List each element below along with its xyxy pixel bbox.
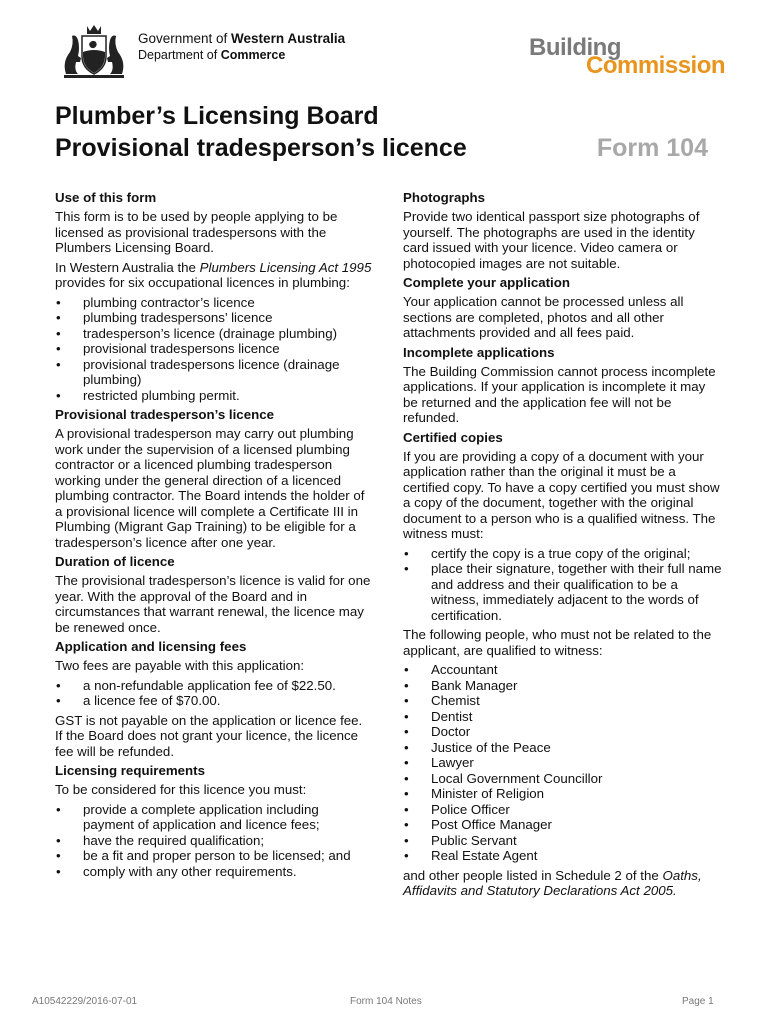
list-item: • provisional tradespersons licence — [55, 341, 373, 357]
other-witnesses-text: and other people listed in Schedule 2 of the Oaths, Affidavits and Statutory Declarations Act 2005. — [403, 867, 702, 898]
list-item: • plumbing tradespersons’ licence — [55, 310, 373, 326]
list-item: • Minister of Religion — [403, 786, 723, 802]
list-item: • Chemist — [403, 693, 723, 709]
use-of-form-text: This form is to be used by people applying to be licensed as provisional tradespersons with the Plumbers Licensing Board. — [55, 209, 338, 255]
list-item: • Real Estate Agent — [403, 848, 723, 864]
list-item: • Public Servant — [403, 833, 723, 849]
list-item: • restricted plumbing permit. — [55, 388, 373, 404]
list-item: • be a fit and proper person to be licensed; and — [55, 848, 373, 864]
incomplete-heading: Incomplete applications — [403, 344, 555, 360]
list-item: • comply with any other requirements. — [55, 864, 373, 880]
footer-doc-id: A10542229/2016-07-01 — [32, 996, 138, 1007]
government-line: Government of Western Australia — [138, 31, 346, 46]
list-item: • a non-refundable application fee of $22.50. — [55, 678, 373, 694]
provisional-heading: Provisional tradesperson’s licence — [55, 407, 274, 422]
list-item: • Local Government Councillor — [403, 771, 723, 787]
list-item: • Doctor — [403, 724, 723, 740]
list-item: • Dentist — [403, 709, 723, 725]
list-item: • Bank Manager — [403, 678, 723, 694]
list-item: • provisional tradespersons licence (drainage plumbing) — [55, 357, 373, 388]
complete-text: Your application cannot be processed unless all sections are completed, photos and all other attachments provided and all fees paid. — [403, 294, 684, 340]
fees-heading: Application and licensing fees — [55, 639, 247, 654]
complete-heading: Complete your application — [403, 275, 570, 290]
requirements-text: To be considered for this licence you must: — [55, 782, 307, 797]
list-item: • Post Office Manager — [403, 817, 723, 833]
page-header — [0, 0, 770, 90]
list-item: • Accountant — [403, 662, 723, 678]
list-item: • tradesperson’s licence (drainage plumbing) — [55, 326, 373, 342]
certified-text: If you are providing a copy of a document with your application rather than the original it must be a certified copy. To have a copy certified you must show a copy of the document, together with the original document to a person who is a qualified witness. The witness must: — [403, 448, 720, 541]
list-item: • place their signature, together with their full name and address and their qualification to be a witness, immediately adjacent to the words of certification. — [403, 561, 723, 623]
fees-list — [55, 678, 373, 709]
list-item: • plumbing contractor’s licence — [55, 295, 373, 311]
footer-title: Form 104 Notes — [350, 996, 422, 1007]
right-column — [403, 190, 723, 903]
wa-coat-of-arms-icon — [56, 22, 132, 80]
act-text: In Western Australia the Plumbers Licensing Act 1995 provides for six occupational licences in plumbing: — [55, 259, 372, 290]
department-line: Department of Commerce — [138, 48, 286, 62]
list-item: • Lawyer — [403, 755, 723, 771]
gst-text: GST is not payable on the application or licence fee. If the Board does not grant your licence, the licence fee will be refunded. — [55, 712, 363, 759]
building-commission-logo — [526, 34, 726, 80]
fees-text: Two fees are payable with this application: — [55, 658, 305, 673]
use-of-form-heading: Use of this form — [55, 190, 157, 205]
logo-commission-text: Commission — [586, 52, 726, 79]
incomplete-text: The Building Commission cannot process incomplete applications. If your application is incomplete it may be returned and the application fee will not be refunded. — [403, 363, 716, 425]
government-name — [138, 30, 345, 64]
footer-page-number: Page 1 — [682, 996, 714, 1007]
duration-heading: Duration of licence — [55, 554, 175, 569]
list-item: • have the required qualification; — [55, 833, 373, 849]
photographs-text: Provide two identical passport size photographs of yourself. The photographs are used in the identity card issued with your licence. Video camera or photocopied images are not suitable. — [403, 209, 700, 271]
board-title: Plumber’s Licensing Board — [55, 102, 379, 130]
left-column — [55, 190, 373, 883]
certified-heading: Certified copies — [403, 429, 503, 445]
qualified-witness-text: The following people, who must not be related to the applicant, are qualified to witness: — [403, 627, 712, 658]
list-item: • a licence fee of $70.00. — [55, 693, 373, 709]
photographs-heading: Photographs — [403, 190, 485, 205]
list-item: • Police Officer — [403, 802, 723, 818]
requirements-list — [55, 802, 373, 880]
provisional-text: A provisional tradesperson may carry out plumbing work under the supervision of a licensed plumbing contractor or a licenced plumbing tradesperson working under the general direction of a licenced plumbing contractor. The Board intends the holder of a provisional licence will complete a Certificate III in Plumbing (Migrant Gap Training) to be eligible for a tradesperson’s licence after one year. — [55, 426, 365, 550]
form-number: Form 104 — [596, 134, 708, 162]
licence-list — [55, 295, 373, 404]
list-item: • certify the copy is a true copy of the original; — [403, 546, 723, 562]
duration-text: The provisional tradesperson’s licence is valid for one year. With the approval of the Board and in circumstances that warrant renewal, the licence may be renewed once. — [55, 573, 371, 635]
list-item: • Justice of the Peace — [403, 740, 723, 756]
witness-list — [403, 662, 723, 864]
logo-building-text: Building — [529, 34, 621, 61]
witness-duties-list — [403, 546, 723, 624]
licence-title: Provisional tradesperson’s licence — [55, 134, 467, 162]
list-item: • provide a complete application including payment of application and licence fees; — [55, 802, 373, 833]
requirements-heading: Licensing requirements — [55, 763, 205, 778]
